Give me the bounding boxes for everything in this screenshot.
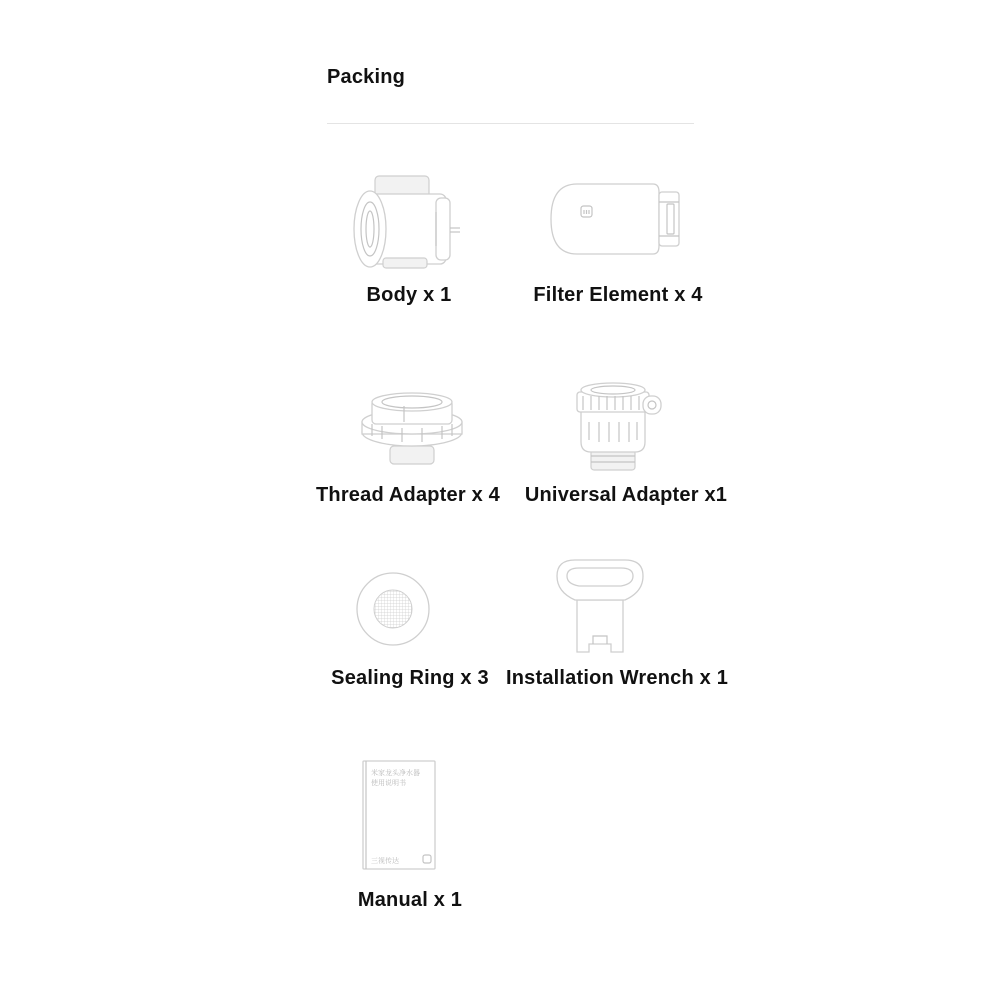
manual-title-line2: 使用说明书 — [371, 780, 406, 787]
faucet-body-icon — [348, 172, 463, 272]
manual-footer-text: 三视传达 — [371, 858, 399, 865]
item-label-thread-adapter: Thread Adapter x 4 — [315, 484, 501, 506]
manual-booklet-icon — [361, 759, 437, 871]
item-label-filter-element: Filter Element x 4 — [533, 284, 703, 306]
item-label-universal-adapter: Universal Adapter x1 — [524, 484, 728, 506]
thread-adapter-icon — [358, 390, 466, 470]
title-divider — [327, 123, 694, 124]
installation-wrench-icon — [553, 556, 647, 654]
manual-title-line1: 米家龙头净水器 — [371, 770, 420, 777]
sealing-ring-icon — [354, 570, 432, 648]
item-label-installation-wrench: Installation Wrench x 1 — [505, 667, 729, 689]
filter-element-icon — [547, 178, 687, 260]
universal-adapter-icon — [573, 382, 665, 474]
item-label-sealing-ring: Sealing Ring x 3 — [331, 667, 489, 689]
item-label-manual: Manual x 1 — [357, 889, 463, 911]
page-title: Packing — [327, 66, 406, 88]
item-label-body: Body x 1 — [366, 284, 452, 306]
